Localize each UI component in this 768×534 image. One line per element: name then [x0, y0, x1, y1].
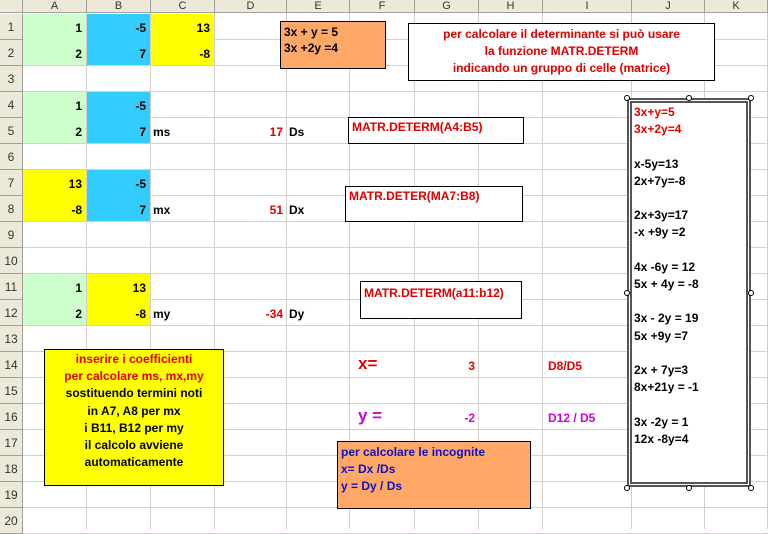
row-header-10[interactable]: 10: [0, 248, 23, 274]
cell-a5[interactable]: 2: [75, 125, 82, 139]
cell-i14[interactable]: D8/D5: [548, 359, 583, 373]
cell-b2[interactable]: 7: [139, 47, 146, 61]
resize-handle[interactable]: [748, 95, 754, 101]
column-header-e[interactable]: E: [287, 0, 350, 13]
instruction-line-4: in A7, A8 per mx: [87, 403, 181, 418]
row-header-20[interactable]: 20: [0, 508, 23, 534]
system-line-1: 3x + y = 5: [284, 25, 339, 39]
example-spacer: [634, 138, 744, 155]
cell-i16[interactable]: D12 / D5: [548, 411, 596, 425]
incognite-line-3: y = Dy / Ds: [341, 479, 403, 493]
determinant-note-line-1: per calcolare il determinante si può usare: [443, 27, 680, 41]
example-line: 2x + 7y=3: [634, 363, 689, 378]
column-header-i[interactable]: I: [543, 0, 632, 13]
cell-b1[interactable]: -5: [135, 21, 146, 35]
cell-b7[interactable]: -5: [135, 177, 146, 191]
cell-a11[interactable]: 1: [75, 281, 82, 295]
row-header-1[interactable]: 1: [0, 14, 23, 40]
example-line: 8x+21y = -1: [634, 380, 699, 395]
column-header-d[interactable]: D: [215, 0, 287, 13]
example-line: 5x + 4y = -8: [634, 277, 699, 292]
instruction-line-5: i B11, B12 per my: [84, 420, 184, 435]
row-header-15[interactable]: 15: [0, 378, 23, 404]
row-header-2[interactable]: 2: [0, 40, 23, 66]
row-header-11[interactable]: 11: [0, 274, 23, 300]
instruction-line-3: sostituendo termini noti: [65, 386, 203, 401]
example-line: 12x -8y=4: [634, 431, 689, 446]
incognite-line-1: per calcolare le incognite: [341, 445, 486, 459]
cell-c8[interactable]: mx: [153, 203, 171, 217]
system-equations-box[interactable]: [280, 21, 386, 69]
determinant-note-line-2: la funzione MATR.DETERM: [484, 44, 639, 58]
resize-handle[interactable]: [624, 485, 630, 491]
determinant-note-box[interactable]: [408, 23, 715, 81]
example-line: 2x+3y=17: [634, 208, 689, 223]
formula-box-dy[interactable]: MATR.DETERM(a11:b12): [360, 281, 522, 319]
row-header-6[interactable]: 6: [0, 144, 23, 170]
cell-a2[interactable]: 2: [75, 47, 82, 61]
cell-b8[interactable]: 7: [139, 203, 146, 217]
row-header-5[interactable]: 5: [0, 118, 23, 144]
cell-b12[interactable]: -8: [135, 307, 146, 321]
example-line: 3x - 2y = 19: [634, 311, 699, 326]
system-line-2: 3x +2y =4: [284, 41, 339, 55]
cell-f16-y-label[interactable]: y =: [358, 406, 383, 425]
example-line: [634, 293, 744, 310]
cell-e5[interactable]: Ds: [289, 125, 305, 139]
example-line: 5x +9y =7: [634, 328, 689, 343]
formula-box-ds[interactable]: MATR.DETERM(A4:B5): [348, 117, 524, 144]
cell-g16[interactable]: -2: [464, 411, 475, 425]
examples-list: [634, 104, 744, 448]
resize-handle[interactable]: [686, 95, 692, 101]
column-header-f[interactable]: F: [350, 0, 415, 13]
row-header-7[interactable]: 7: [0, 170, 23, 196]
example-line: [634, 190, 744, 207]
row-header-18[interactable]: 18: [0, 456, 23, 482]
example-line: [634, 345, 744, 362]
cell-b11[interactable]: 13: [132, 281, 146, 295]
examples-box[interactable]: [627, 98, 751, 487]
example-line: 2x+7y=-8: [634, 173, 686, 188]
cell-d5[interactable]: 17: [269, 125, 283, 139]
example-line: 3x -2y = 1: [634, 414, 689, 429]
cell-a7[interactable]: 13: [68, 177, 82, 191]
row-header-17[interactable]: 17: [0, 430, 23, 456]
cell-b5[interactable]: 7: [139, 125, 146, 139]
column-header-a[interactable]: A: [23, 0, 87, 13]
cell-c12[interactable]: my: [153, 307, 171, 321]
determinant-note-line-3: indicando un gruppo di celle (matrice): [452, 61, 671, 75]
column-header-h[interactable]: H: [479, 0, 543, 13]
column-header-g[interactable]: G: [415, 0, 479, 13]
cell-b4[interactable]: -5: [135, 99, 146, 113]
resize-handle[interactable]: [624, 95, 630, 101]
example-line: 4x -6y = 12: [634, 259, 696, 274]
cell-d8[interactable]: 51: [269, 203, 283, 217]
row-header-19[interactable]: 19: [0, 482, 23, 508]
resize-handle[interactable]: [748, 485, 754, 491]
row-header-8[interactable]: 8: [0, 196, 23, 222]
formula-box-dx[interactable]: MATR.DETER(MA7:B8): [345, 186, 523, 222]
incognite-box[interactable]: [337, 441, 531, 509]
example-line: x-5y=13: [634, 156, 679, 171]
cell-c5[interactable]: ms: [153, 125, 171, 139]
instruction-line-7: automaticamente: [84, 455, 184, 470]
row-header-4[interactable]: 4: [0, 92, 23, 118]
cell-c1[interactable]: 13: [196, 21, 210, 35]
cell-e8[interactable]: Dx: [289, 203, 305, 217]
example-line: 3x+y=5: [634, 105, 675, 119]
row-header-16[interactable]: 16: [0, 404, 23, 430]
example-line: [634, 242, 744, 259]
cell-a8[interactable]: -8: [71, 203, 82, 217]
incognite-line-2: x= Dx /Ds: [341, 462, 396, 476]
row-header-9[interactable]: 9: [0, 222, 23, 248]
example-line: [634, 396, 744, 413]
cell-g14[interactable]: 3: [468, 359, 475, 373]
example-line: -x +9y =2: [634, 225, 686, 240]
column-header-k[interactable]: K: [705, 0, 768, 13]
select-all-corner[interactable]: [0, 0, 23, 13]
cell-a12[interactable]: 2: [75, 307, 82, 321]
row-header-12[interactable]: 12: [0, 300, 23, 326]
instruction-box[interactable]: [44, 349, 224, 486]
instruction-line-6: il calcolo avviene: [84, 438, 184, 453]
row-header-14[interactable]: 14: [0, 352, 23, 378]
resize-handle[interactable]: [624, 290, 630, 296]
instruction-line-1: inserire i coefficienti: [75, 352, 193, 366]
row-header-13[interactable]: 13: [0, 326, 23, 352]
column-header-j[interactable]: J: [632, 0, 705, 13]
cell-d12[interactable]: -34: [265, 307, 283, 321]
cell-a4[interactable]: 1: [75, 99, 82, 113]
example-line: 3x+2y=4: [634, 122, 682, 137]
cell-c2[interactable]: -8: [199, 47, 210, 61]
row-header-3[interactable]: 3: [0, 66, 23, 92]
column-header-c[interactable]: C: [151, 0, 215, 13]
cell-a1[interactable]: 1: [75, 21, 82, 35]
cell-e12[interactable]: Dy: [289, 307, 305, 321]
resize-handle[interactable]: [686, 485, 692, 491]
instruction-line-2: per calcolare ms, mx,my: [64, 369, 204, 384]
resize-handle[interactable]: [748, 290, 754, 296]
column-header-b[interactable]: B: [87, 0, 151, 13]
cell-f14-x-label[interactable]: x=: [358, 354, 378, 373]
